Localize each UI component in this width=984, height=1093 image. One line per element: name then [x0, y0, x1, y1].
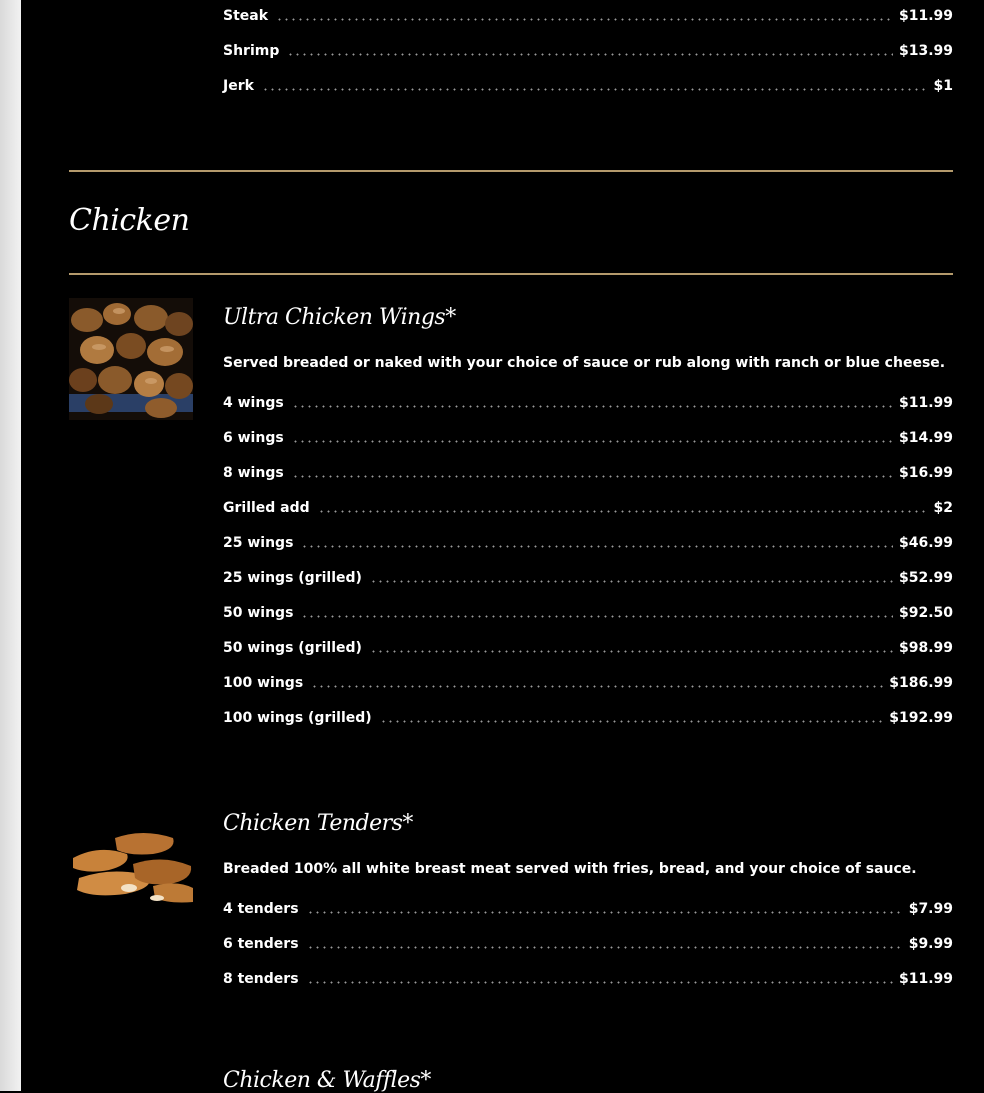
item-price: $1 [933, 78, 953, 94]
menu-item-row [223, 708, 953, 728]
menu-item-row [223, 603, 953, 623]
item-description: Served breaded or naked with your choice of sauce or rub along with ranch or blue cheese. [223, 355, 946, 371]
item-price: $52.99 [898, 570, 953, 586]
section-divider [69, 170, 953, 172]
menu-item-row [223, 428, 953, 448]
menu-item-row [223, 498, 953, 518]
menu-item-row [223, 673, 953, 693]
menu-item-row [223, 638, 953, 658]
tenders-image [69, 824, 193, 904]
item-price: $9.99 [908, 936, 953, 952]
dot-leader [307, 946, 903, 949]
section-divider [69, 273, 953, 275]
item-name: 25 wings [223, 535, 294, 551]
item-price: $98.99 [898, 640, 953, 656]
item-name: Grilled add [223, 500, 310, 516]
menu-item-row [223, 76, 953, 96]
item-price: $13.99 [898, 43, 953, 59]
item-price: $7.99 [908, 901, 953, 917]
dot-leader [301, 545, 893, 548]
dot-leader [370, 650, 893, 653]
menu-item-row [223, 969, 953, 989]
item-name: 4 tenders [223, 901, 299, 917]
item-name: 8 wings [223, 465, 284, 481]
item-price: $11.99 [898, 971, 953, 987]
dot-leader [311, 685, 883, 688]
item-name: 6 wings [223, 430, 284, 446]
dot-leader [301, 615, 893, 618]
item-price: $16.99 [898, 465, 953, 481]
item-name: 6 tenders [223, 936, 299, 952]
menu-item-row [223, 934, 953, 954]
wings-image [69, 298, 193, 420]
item-price: $11.99 [898, 395, 953, 411]
item-name: Steak [223, 8, 269, 24]
menu-item-row [223, 533, 953, 553]
item-name: 50 wings (grilled) [223, 640, 362, 656]
dot-leader [276, 18, 893, 21]
item-name: 8 tenders [223, 971, 299, 987]
item-name: Shrimp [223, 43, 280, 59]
item-price: $92.50 [898, 605, 953, 621]
item-price: $11.99 [898, 8, 953, 24]
dot-leader [262, 88, 928, 91]
dot-leader [292, 440, 893, 443]
item-price: $46.99 [898, 535, 953, 551]
dot-leader [307, 981, 893, 984]
dot-leader [370, 580, 893, 583]
item-name: 100 wings [223, 675, 304, 691]
dot-leader [292, 405, 893, 408]
menu-item-row [223, 41, 953, 61]
item-name: 4 wings [223, 395, 284, 411]
menu-item-row [223, 463, 953, 483]
dot-leader [380, 720, 884, 723]
menu-item-row [223, 568, 953, 588]
menu-item-row [223, 899, 953, 919]
item-name: 100 wings (grilled) [223, 710, 372, 726]
dot-leader [318, 510, 928, 513]
menu-item-row [223, 393, 953, 413]
item-price: $14.99 [898, 430, 953, 446]
section-title: Chicken [69, 203, 190, 238]
item-price: $186.99 [889, 675, 953, 691]
item-title: Ultra Chicken Wings* [223, 305, 456, 330]
dot-leader [287, 53, 893, 56]
item-description: Breaded 100% all white breast meat served with fries, bread, and your choice of sauce. [223, 861, 917, 877]
dot-leader [292, 475, 893, 478]
item-name: 50 wings [223, 605, 294, 621]
item-price: $2 [933, 500, 953, 516]
page-gutter [0, 0, 21, 1091]
item-price: $192.99 [889, 710, 953, 726]
menu-item-row [223, 6, 953, 26]
dot-leader [307, 911, 903, 914]
item-title: Chicken Tenders* [223, 811, 413, 836]
item-title: Chicken & Waffles* [223, 1068, 431, 1093]
item-name: Jerk [223, 78, 254, 94]
item-name: 25 wings (grilled) [223, 570, 362, 586]
